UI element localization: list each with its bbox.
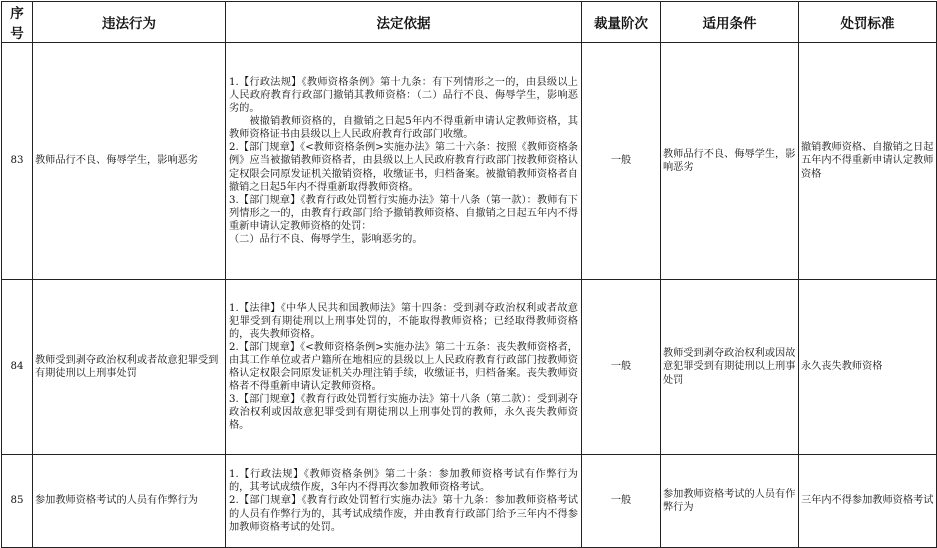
table-row xyxy=(2,455,937,548)
basis-paragraph: 3.【部门规章】《教育行政处罚暂行实施办法》第十八条（第二款）：受到剥夺政治权利或因故意犯罪受到有期徒刑以上刑事处罚的教师，永久丧失教师资格。 xyxy=(229,394,578,432)
table-row xyxy=(2,280,937,455)
basis-paragraph: 被撤销教师资格的，自撤销之日起5年内不得重新申请认定教师资格，其教师资格证书由县级以上人民政府教育行政部门收缴。 xyxy=(229,116,578,141)
row-discretion-level: 一般 xyxy=(582,280,661,455)
row-discretion-level: 一般 xyxy=(582,455,661,548)
row-penalty-standard: 永久丧失教师资格 xyxy=(799,280,937,455)
basis-paragraph: 2.【部门规章】《<教师资格条例>实施办法》第二十六条：按照《教师资格条例》应当被撤销教师资格者，由县级以上人民政府教育行政部门按教师资格认定权限会同原发证机关撤销资格，收缴证书，归档备案。被撤销教师资格者自撤销之日起5年内不得重新取得教师资格。 xyxy=(229,142,578,193)
header-row xyxy=(2,2,937,43)
header-serial: 序号 xyxy=(2,2,33,43)
row-conditions: 教师受到剥夺政治权利或因故意犯罪受到有期徒刑以上刑事处罚 xyxy=(661,280,799,455)
row-serial: 84 xyxy=(2,280,33,455)
row-conditions: 参加教师资格考试的人员有作弊行为 xyxy=(661,455,799,548)
row-conditions: 教师品行不良、侮辱学生，影响恶劣 xyxy=(661,43,799,280)
basis-paragraph: 1.【行政法规】《教师资格条例》第二十条：参加教师资格考试有作弊行为的，其考试成绩作废，3年内不得再次参加教师资格考试。 xyxy=(229,469,578,494)
row-serial: 85 xyxy=(2,455,33,548)
row-violation: 教师受到剥夺政治权利或者故意犯罪受到有期徒刑以上刑事处罚 xyxy=(33,280,226,455)
basis-paragraph: （二）品行不良、侮辱学生，影响恶劣的。 xyxy=(229,234,423,246)
row-violation: 教师品行不良、侮辱学生，影响恶劣 xyxy=(33,43,226,280)
row-legal-basis xyxy=(226,280,582,455)
row-discretion-level: 一般 xyxy=(582,43,661,280)
header-penalty-standard: 处罚标准 xyxy=(799,2,937,43)
table-row xyxy=(2,43,937,280)
basis-paragraph: 2.【部门规章】《教育行政处罚暂行实施办法》第十九条：参加教师资格考试的人员有作弊行为的，其考试成绩作废，并由教育行政部门给予三年内不得参加教师资格考试的处罚。 xyxy=(229,495,578,533)
header-violation: 违法行为 xyxy=(33,2,226,43)
basis-paragraph: 1.【法律】《中华人民共和国教师法》第十四条：受到剥夺政治权利或者故意犯罪受到有期徒刑以上刑事处罚的，不能取得教师资格；已经取得教师资格的，丧失教师资格。 xyxy=(229,302,578,340)
basis-paragraph: 1.【行政法规】《教师资格条例》第十九条：有下列情形之一的，由县级以上人民政府教育行政部门撤销其教师资格：（二）品行不良、侮辱学生，影响恶劣的。 xyxy=(229,76,578,115)
row-legal-basis xyxy=(226,43,582,280)
basis-paragraph: 3.【部门规章】《教育行政处罚暂行实施办法》第十八条（第一款）：教师有下列情形之一的，由教育行政部门给予撤销教师资格、自撤销之日起五年内不得重新申请认定教师资格的处罚： xyxy=(229,194,578,232)
row-legal-basis xyxy=(226,455,582,548)
header-conditions: 适用条件 xyxy=(661,2,799,43)
row-penalty-standard: 三年内不得参加教师资格考试 xyxy=(799,455,937,548)
row-violation: 参加教师资格考试的人员有作弊行为 xyxy=(33,455,226,548)
header-discretion-level: 裁量阶次 xyxy=(582,2,661,43)
penalty-table xyxy=(1,1,937,548)
row-serial: 83 xyxy=(2,43,33,280)
basis-paragraph: 2.【部门规章】《<教师资格条例>实施办法》第二十五条：丧失教师资格者，由其工作单位或者户籍所在地相应的县级以上人民政府教育行政部门按教师资格认定权限会同原发证机关办理注销手续，收缴证书，归档备案。丧失教师资格者不得重新申请认定教师资格。 xyxy=(229,341,578,393)
row-penalty-standard: 撤销教师资格、自撤销之日起五年内不得重新申请认定教师资格 xyxy=(799,43,937,280)
header-legal-basis: 法定依据 xyxy=(226,2,582,43)
